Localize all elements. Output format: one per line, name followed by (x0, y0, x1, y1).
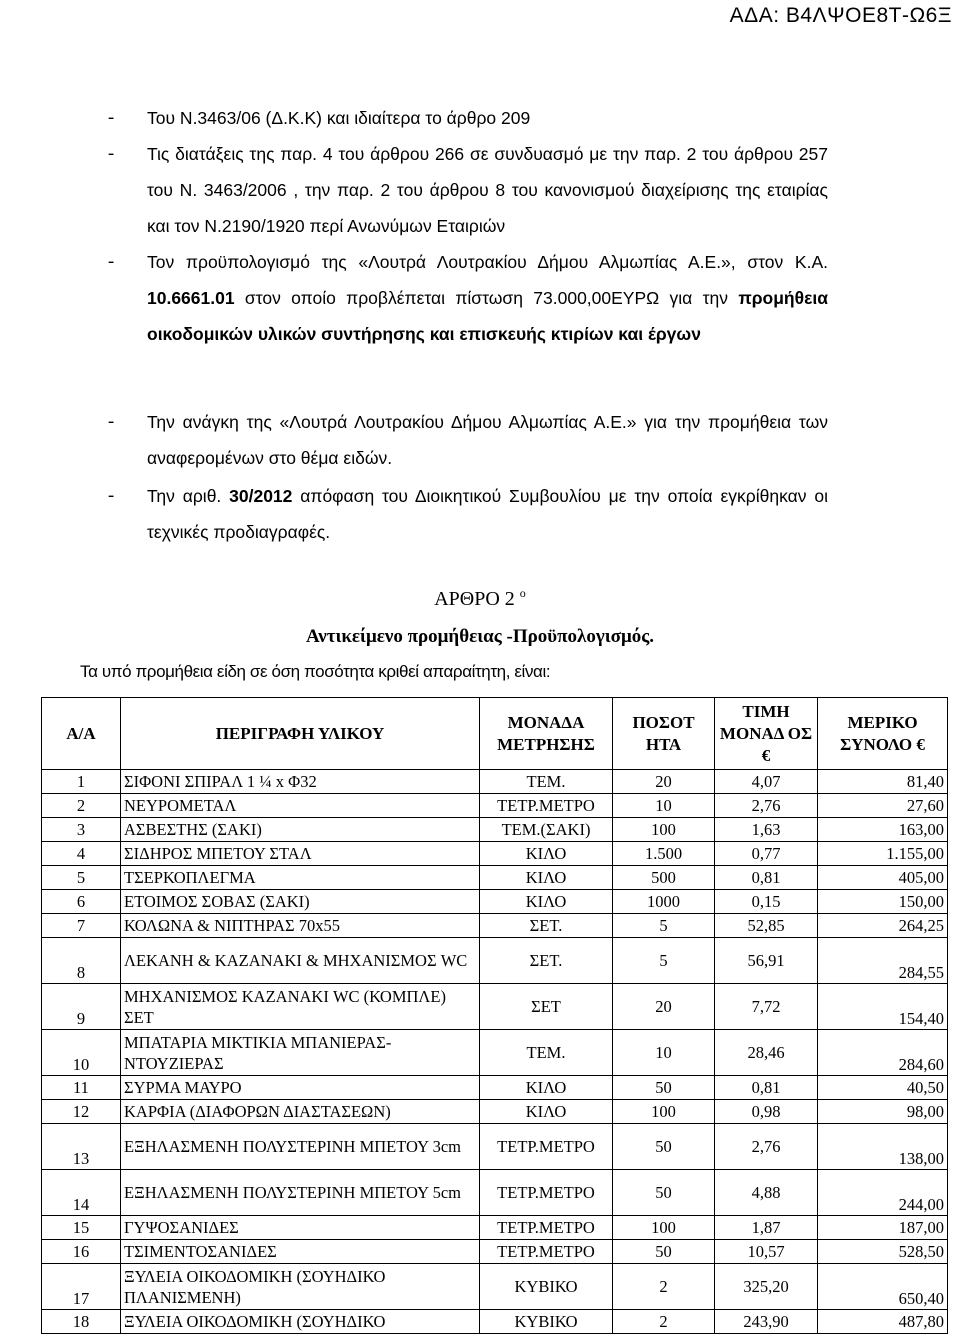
row-number: 2 (42, 794, 121, 818)
row-subtotal: 284,60 (818, 1030, 948, 1076)
row-description: ΝΕΥΡΟΜΕΤΑΛ (121, 794, 480, 818)
table-row (42, 794, 948, 818)
row-subtotal: 284,55 (818, 938, 948, 984)
header-unit: ΜΟΝΑΔΑ ΜΕΤΡΗΣΗΣ (480, 698, 613, 770)
row-quantity: 100 (613, 1216, 715, 1240)
table-header-row (42, 698, 948, 770)
row-number: 6 (42, 890, 121, 914)
row-unit-price: 0,15 (715, 890, 818, 914)
header-no: Α/Α (42, 698, 121, 770)
row-description: ΜΗΧΑΝΙΣΜΟΣ ΚΑΖΑΝΑΚΙ WC (ΚΟΜΠΛΕ) ΣΕΤ (121, 984, 480, 1030)
row-subtotal: 187,00 (818, 1216, 948, 1240)
row-unit-price: 0,81 (715, 866, 818, 890)
row-subtotal: 163,00 (818, 818, 948, 842)
row-unit: ΤΕΤΡ.ΜΕΤΡΟ (480, 1124, 613, 1170)
row-subtotal: 1.155,00 (818, 842, 948, 866)
row-description: ΕΞΗΛΑΣΜΕΝΗ ΠΟΛΥΣΤΕΡΙΝΗ ΜΠΕΤΟΥ 5cm (121, 1170, 480, 1216)
article-subject: Αντικείμενο προμήθειας -Προϋπολογισμός. (305, 626, 655, 647)
row-subtotal: 40,50 (818, 1076, 948, 1100)
row-number: 17 (42, 1264, 121, 1310)
row-description: ΣΙΔΗΡΟΣ ΜΠΕΤΟΥ ΣΤΑΛ (121, 842, 480, 866)
row-quantity: 2 (613, 1264, 715, 1310)
table-row (42, 818, 948, 842)
table-row (42, 1124, 948, 1170)
budget-for: για την (669, 288, 728, 308)
row-unit-price: 7,72 (715, 984, 818, 1030)
row-unit: ΚΙΛΟ (480, 1076, 613, 1100)
row-quantity: 20 (613, 770, 715, 794)
row-subtotal: 650,40 (818, 1264, 948, 1310)
row-quantity: 10 (613, 794, 715, 818)
row-number: 7 (42, 914, 121, 938)
header-quantity: ΠΟΣΟΤ ΗΤΑ (613, 698, 715, 770)
budget-intro: Τον προϋπολογισμό της «Λουτρά Λουτρακίου Δήμου Αλμωπίας Α.Ε.», στον Κ.Α. (147, 252, 828, 272)
table-row (42, 1030, 948, 1076)
row-unit-price: 4,07 (715, 770, 818, 794)
row-quantity: 20 (613, 984, 715, 1030)
table-row (42, 1216, 948, 1240)
row-unit-price: 1,63 (715, 818, 818, 842)
table-row (42, 914, 948, 938)
row-unit-price: 0,77 (715, 842, 818, 866)
row-subtotal: 264,25 (818, 914, 948, 938)
row-unit: ΣΕΤ (480, 984, 613, 1030)
row-number: 5 (42, 866, 121, 890)
header-unit-price: ΤΙΜΗ ΜΟΝΑΔ ΟΣ € (715, 698, 818, 770)
row-quantity: 5 (613, 914, 715, 938)
row-description: ΜΠΑΤΑΡΙΑ ΜΙΚΤΙΚΙΑ ΜΠΑΝΙΕΡΑΣ-ΝΤΟΥΖΙΕΡΑΣ (121, 1030, 480, 1076)
materials-table (41, 697, 948, 1334)
row-unit: ΤΕΜ.(ΣΑΚΙ) (480, 818, 613, 842)
row-quantity: 500 (613, 866, 715, 890)
table-row (42, 842, 948, 866)
row-number: 4 (42, 842, 121, 866)
row-description: ΣΙΦΟΝΙ ΣΠΙΡΑΛ 1 ¼ x Φ32 (121, 770, 480, 794)
row-number: 15 (42, 1216, 121, 1240)
row-subtotal: 405,00 (818, 866, 948, 890)
row-quantity: 1.500 (613, 842, 715, 866)
bullet-dash: - (108, 486, 115, 506)
article-title: ΑΡΘΡΟ 2 $^o$ (434, 586, 526, 610)
row-quantity: 100 (613, 1100, 715, 1124)
row-subtotal: 138,00 (818, 1124, 948, 1170)
row-quantity: 100 (613, 818, 715, 842)
row-description: ΣΥΡΜΑ ΜΑΥΡΟ (121, 1076, 480, 1100)
bullet-dash: - (108, 412, 115, 432)
row-subtotal: 154,40 (818, 984, 948, 1030)
bullet-dash: - (108, 108, 115, 128)
row-unit-price: 325,20 (715, 1264, 818, 1310)
header-subtotal: ΜΕΡΙΚΟ ΣΥΝΟΛΟ € (818, 698, 948, 770)
row-unit-price: 28,46 (715, 1030, 818, 1076)
row-number: 1 (42, 770, 121, 794)
row-unit: ΤΕΤΡ.ΜΕΤΡΟ (480, 1170, 613, 1216)
row-number: 12 (42, 1100, 121, 1124)
row-number: 3 (42, 818, 121, 842)
row-unit: ΣΕΤ. (480, 914, 613, 938)
table-row (42, 866, 948, 890)
bullet-dash: - (108, 252, 115, 272)
table-row (42, 984, 948, 1030)
row-subtotal: 244,00 (818, 1170, 948, 1216)
header-description: ΠΕΡΙΓΡΑΦΗ ΥΛΙΚΟΥ (121, 698, 480, 770)
bullet-law-text: Του Ν.3463/06 (Δ.Κ.Κ) και ιδιαίτερα το άρθρο 209 (147, 108, 531, 128)
row-description: ΚΟΛΩΝΑ & ΝΙΠΤΗΡΑΣ 70x55 (121, 914, 480, 938)
row-unit: ΤΕΤΡ.ΜΕΤΡΟ (480, 1240, 613, 1264)
row-unit: ΚΥΒΙΚΟ (480, 1310, 613, 1334)
row-quantity: 10 (613, 1030, 715, 1076)
row-unit-price: 52,85 (715, 914, 818, 938)
article-intro: Τα υπό προμήθεια είδη σε όση ποσότητα κριθεί απαραίτητη, είναι: (80, 662, 551, 681)
row-description: ΛΕΚΑΝΗ & ΚΑΖΑΝΑΚΙ & ΜΗΧΑΝΙΣΜΟΣ WC (121, 938, 480, 984)
row-number: 18 (42, 1310, 121, 1334)
row-subtotal: 528,50 (818, 1240, 948, 1264)
row-unit: ΤΕΜ. (480, 1030, 613, 1076)
budget-subject: προμήθεια οικοδομικών υλικών συντήρησης και επισκευής κτιρίων και έργων (147, 288, 829, 344)
bullet-need-text: Την ανάγκη της «Λουτρά Λουτρακίου Δήμου Αλμωπίας Α.Ε.» για την προμήθεια των αναφερομένων στο θέμα ειδών. (147, 412, 828, 468)
row-number: 13 (42, 1124, 121, 1170)
bullet-provisions-text: Τις διατάξεις της παρ. 4 του άρθρου 266 σε συνδυασμό με την παρ. 2 του άρθρου 257 του Ν. 3463/2006 , την παρ. 2 του άρθρου 8 του κανονισμού διαχείρισης της εταιρίας και τον Ν.2190/1920 περί Ανωνύμων Εταιριών (147, 144, 828, 236)
table-row (42, 890, 948, 914)
row-subtotal: 98,00 (818, 1100, 948, 1124)
bullet-provisions (108, 136, 828, 244)
row-unit-price: 0,98 (715, 1100, 818, 1124)
row-quantity: 50 (613, 1076, 715, 1100)
budget-code: 10.6661.01 (147, 288, 235, 308)
row-quantity: 2 (613, 1310, 715, 1334)
row-description: ΕΤΟΙΜΟΣ ΣΟΒΑΣ (ΣΑΚΙ) (121, 890, 480, 914)
bullet-law (108, 100, 828, 136)
table-row (42, 938, 948, 984)
row-unit-price: 243,90 (715, 1310, 818, 1334)
row-unit: ΚΙΛΟ (480, 1100, 613, 1124)
row-number: 9 (42, 984, 121, 1030)
row-quantity: 5 (613, 938, 715, 984)
bullet-need (108, 404, 828, 476)
bullet-decision-text (147, 478, 828, 550)
row-description: ΚΑΡΦΙΑ (ΔΙΑΦΟΡΩΝ ΔΙΑΣΤΑΣΕΩΝ) (121, 1100, 480, 1124)
row-unit: ΚΥΒΙΚΟ (480, 1264, 613, 1310)
table-row (42, 1240, 948, 1264)
row-description: ΤΣΙΜΕΝΤΟΣΑΝΙΔΕΣ (121, 1240, 480, 1264)
row-unit-price: 56,91 (715, 938, 818, 984)
table-row (42, 1264, 948, 1310)
row-subtotal: 81,40 (818, 770, 948, 794)
row-unit: ΚΙΛΟ (480, 890, 613, 914)
row-unit-price: 10,57 (715, 1240, 818, 1264)
table-row (42, 1310, 948, 1334)
article-superscript: ο (519, 586, 526, 600)
row-quantity: 50 (613, 1124, 715, 1170)
row-number: 16 (42, 1240, 121, 1264)
row-number: 11 (42, 1076, 121, 1100)
row-number: 10 (42, 1030, 121, 1076)
row-unit-price: 4,88 (715, 1170, 818, 1216)
row-unit: ΤΕΤΡ.ΜΕΤΡΟ (480, 1216, 613, 1240)
budget-amount: 73.000,00ΕΥΡΩ (533, 288, 660, 308)
bullet-decision (108, 478, 828, 550)
row-unit-price: 2,76 (715, 794, 818, 818)
bullet-dash: - (108, 144, 115, 164)
row-description: ΤΣΕΡΚΟΠΛΕΓΜΑ (121, 866, 480, 890)
row-number: 14 (42, 1170, 121, 1216)
table-row (42, 1076, 948, 1100)
bullet-budget (108, 244, 828, 352)
decision-prefix: Την αριθ. (147, 486, 222, 506)
decision-rest: απόφαση του Διοικητικού Συμβουλίου με την οποία εγκρίθηκαν οι τεχνικές προδιαγραφές. (147, 486, 828, 542)
row-quantity: 50 (613, 1170, 715, 1216)
table-row (42, 770, 948, 794)
row-unit: ΣΕΤ. (480, 938, 613, 984)
row-unit-price: 2,76 (715, 1124, 818, 1170)
budget-middle: στον οποίο προβλέπεται πίστωση (244, 288, 523, 308)
row-unit: ΤΕΜ. (480, 770, 613, 794)
row-subtotal: 150,00 (818, 890, 948, 914)
row-unit: ΤΕΤΡ.ΜΕΤΡΟ (480, 794, 613, 818)
row-unit-price: 1,87 (715, 1216, 818, 1240)
table-row (42, 1100, 948, 1124)
row-description: ΓΥΨΟΣΑΝΙΔΕΣ (121, 1216, 480, 1240)
decision-number: 30/2012 (229, 486, 293, 506)
row-unit: ΚΙΛΟ (480, 866, 613, 890)
table-row (42, 1170, 948, 1216)
ada-code: ΑΔΑ: Β4ΛΨΟΕ8Τ-Ω6Ξ (729, 4, 952, 27)
row-number: 8 (42, 938, 121, 984)
row-unit: ΚΙΛΟ (480, 842, 613, 866)
row-description: ΞΥΛΕΙΑ ΟΙΚΟΔΟΜΙΚΗ (ΣΟΥΗΔΙΚΟ ΠΛΑΝΙΣΜΕΝΗ) (121, 1264, 480, 1310)
row-subtotal: 487,80 (818, 1310, 948, 1334)
row-unit-price: 0,81 (715, 1076, 818, 1100)
row-description: ΞΥΛΕΙΑ ΟΙΚΟΔΟΜΙΚΗ (ΣΟΥΗΔΙΚΟ (121, 1310, 480, 1334)
row-quantity: 50 (613, 1240, 715, 1264)
row-quantity: 1000 (613, 890, 715, 914)
row-subtotal: 27,60 (818, 794, 948, 818)
row-description: ΕΞΗΛΑΣΜΕΝΗ ΠΟΛΥΣΤΕΡΙΝΗ ΜΠΕΤΟΥ 3cm (121, 1124, 480, 1170)
bullet-budget-text (147, 244, 828, 352)
row-description: ΑΣΒΕΣΤΗΣ (ΣΑΚΙ) (121, 818, 480, 842)
